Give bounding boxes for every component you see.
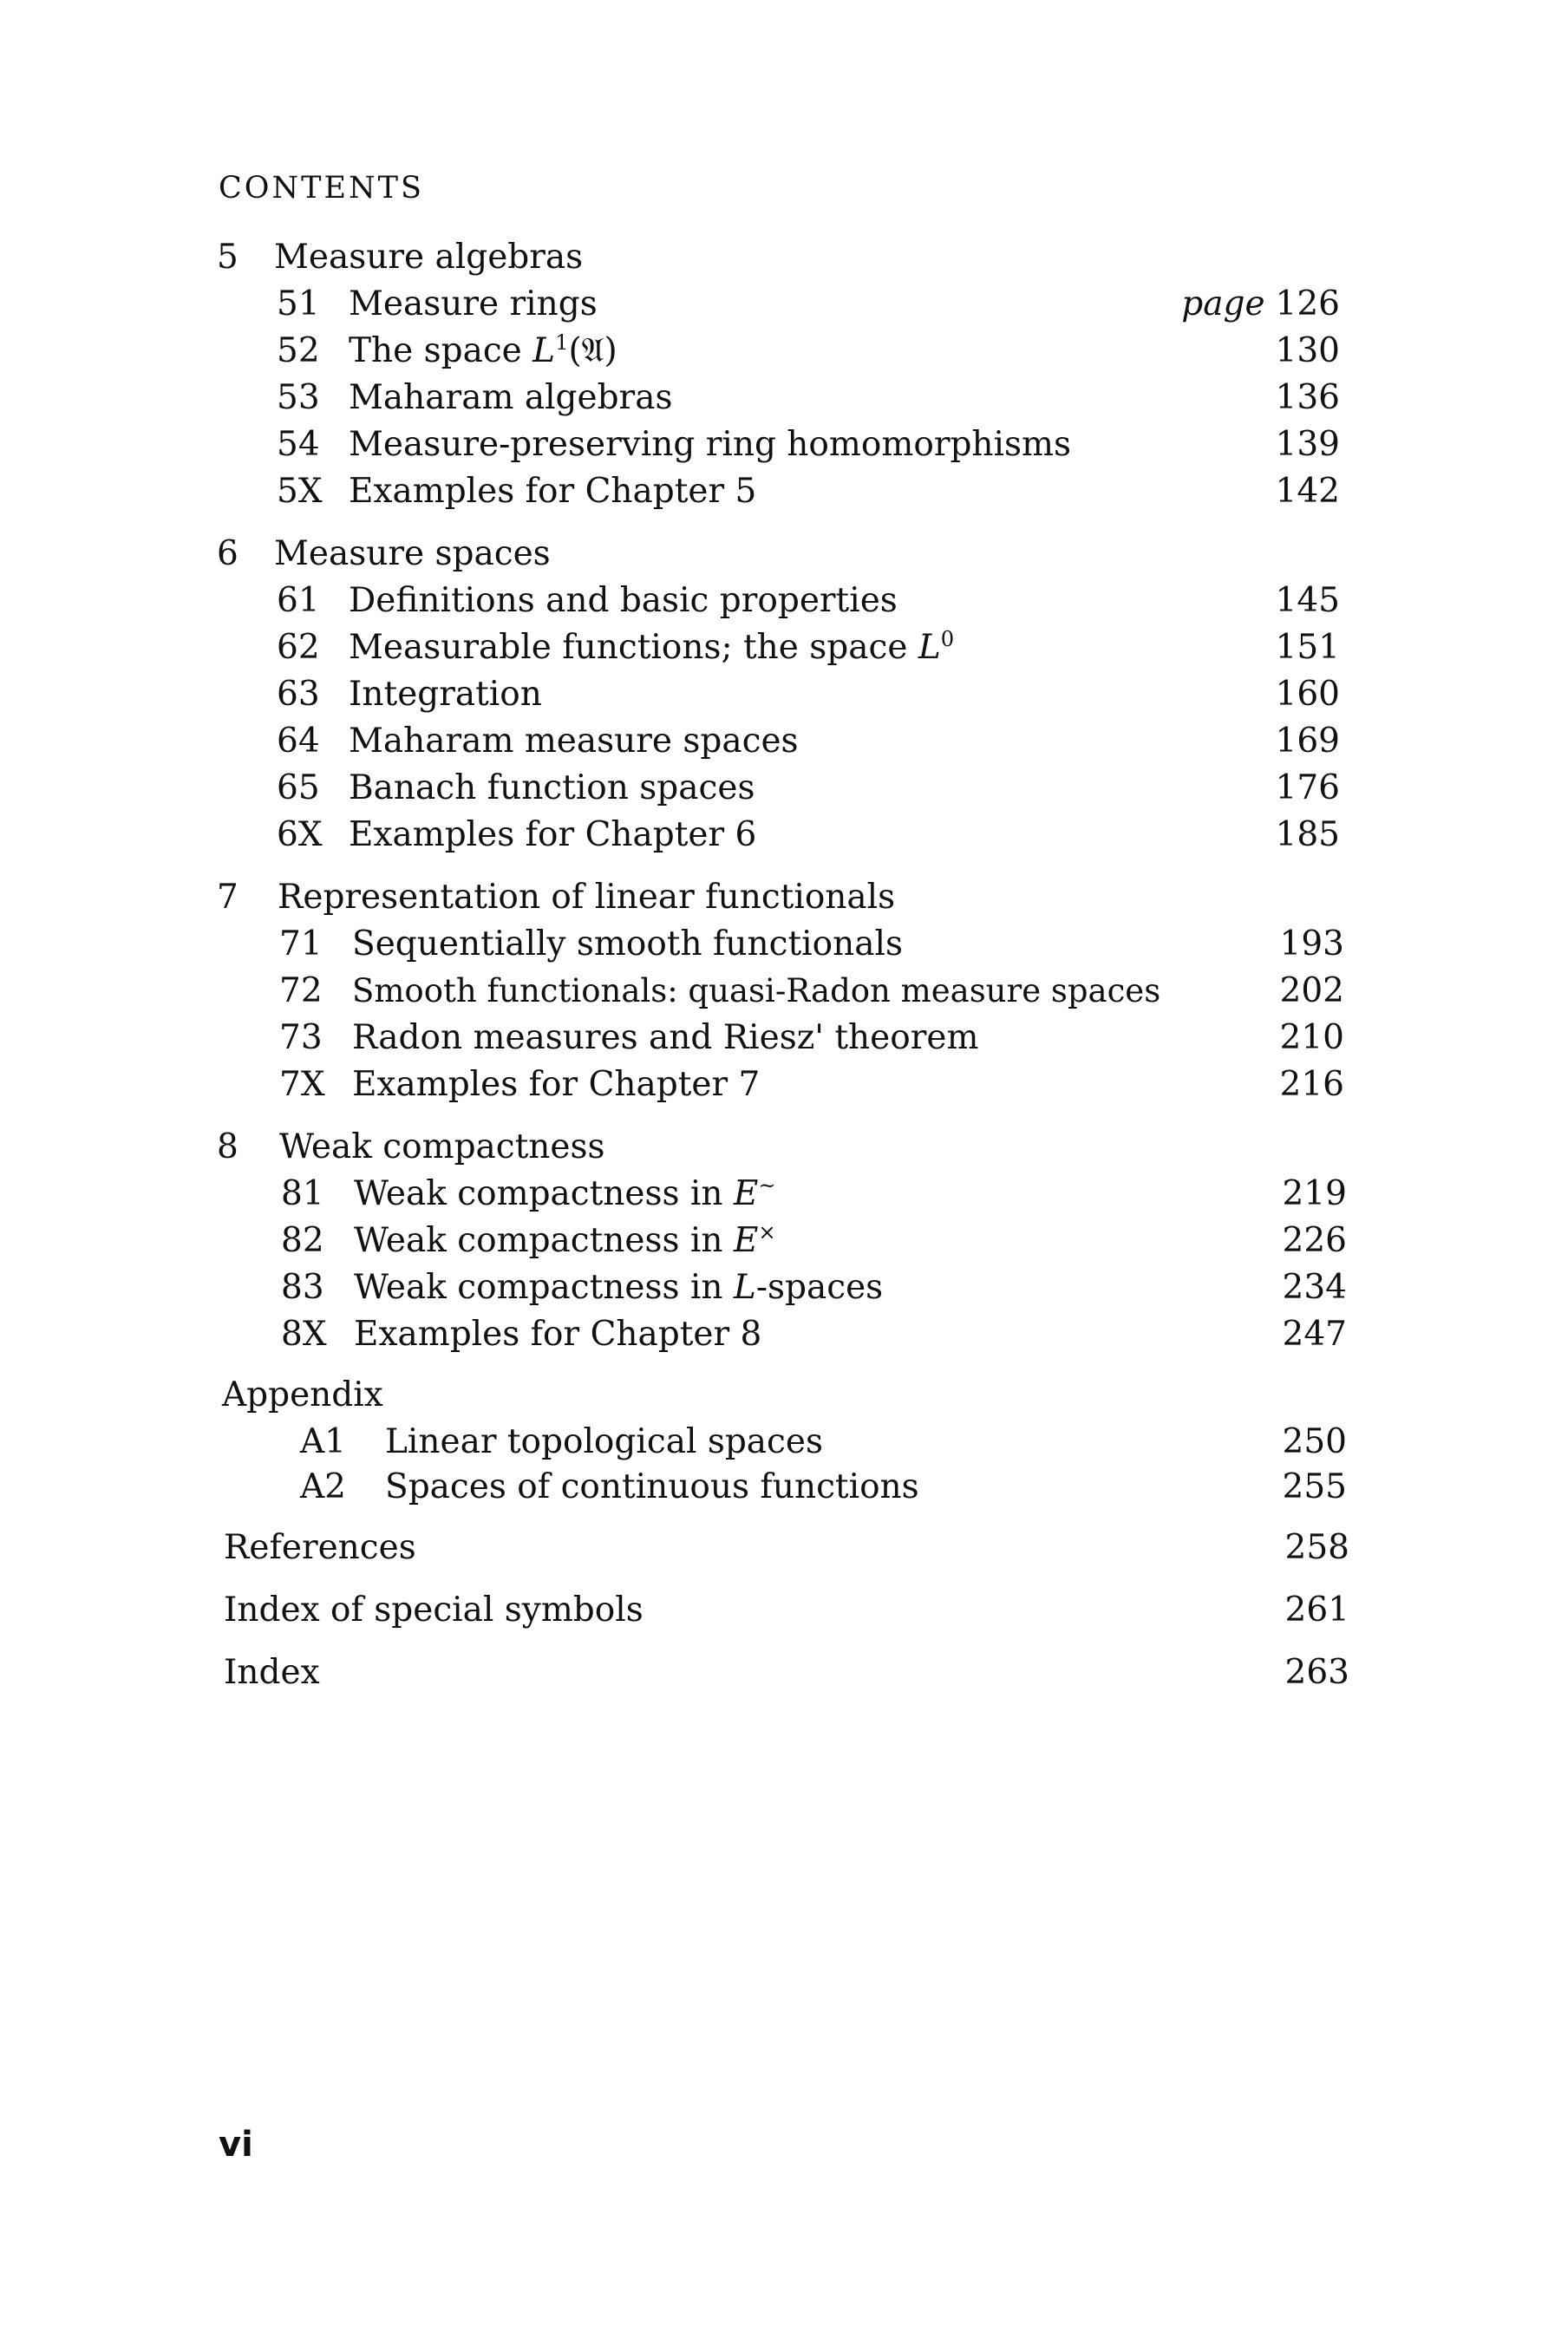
section-number: 53 xyxy=(277,378,320,417)
page-number: 226 xyxy=(1282,1221,1347,1260)
toc-entry-a2[interactable] xyxy=(0,1466,1347,1509)
page-number: 176 xyxy=(1275,768,1340,807)
chapter-number: 8 xyxy=(217,1127,238,1166)
page-number: 160 xyxy=(1275,675,1340,714)
toc-entry-73[interactable] xyxy=(0,1016,1344,1060)
page-number: 151 xyxy=(1275,628,1340,667)
page-number: 261 xyxy=(1284,1591,1349,1630)
section-title: The space $L^1(𝔄)$ xyxy=(349,330,617,370)
chapter-heading-6[interactable] xyxy=(0,532,1340,576)
toc-entry-81[interactable] xyxy=(0,1172,1347,1216)
page-number: 193 xyxy=(1279,924,1344,963)
section-title: Examples for Chapter 8 xyxy=(354,1315,762,1354)
page-number: 142 xyxy=(1275,472,1340,511)
chapter-number: 7 xyxy=(217,878,238,917)
page-number: 255 xyxy=(1282,1467,1347,1506)
page-number: 136 xyxy=(1275,378,1340,417)
entry-title: Index xyxy=(224,1653,320,1692)
section-title: Examples for Chapter 6 xyxy=(349,815,757,854)
section-title: Measurable functions; the space $L^0$ xyxy=(349,627,955,667)
toc-entry-a1[interactable] xyxy=(0,1421,1347,1464)
toc-entry-63[interactable] xyxy=(0,673,1340,716)
section-number: 63 xyxy=(277,675,320,714)
page-number: 234 xyxy=(1282,1268,1347,1307)
entry-title: Index of special symbols xyxy=(224,1591,644,1630)
section-number: 65 xyxy=(277,768,320,807)
section-number: 51 xyxy=(277,284,320,323)
page-number: 210 xyxy=(1279,1018,1344,1057)
toc-entry-53[interactable] xyxy=(0,376,1340,420)
page-number: page 126 xyxy=(1181,284,1340,323)
section-title: Sequentially smooth functionals xyxy=(352,924,903,963)
toc-entry-61[interactable] xyxy=(0,579,1340,623)
folio-page-number: vi xyxy=(219,2125,253,2165)
toc-entry-5x[interactable] xyxy=(0,470,1340,513)
toc-entry-index[interactable] xyxy=(0,1651,1349,1695)
section-title: Maharam algebras xyxy=(349,378,673,417)
page-label: page xyxy=(1181,284,1265,323)
section-title: Banach function spaces xyxy=(349,768,755,807)
page-number: 250 xyxy=(1282,1422,1347,1461)
section-number: 52 xyxy=(277,331,320,370)
section-number: 54 xyxy=(277,425,320,464)
page-number: 169 xyxy=(1275,722,1340,761)
section-number: 61 xyxy=(277,581,320,620)
section-number: A2 xyxy=(300,1467,346,1506)
section-number: 6X xyxy=(277,815,323,854)
page-number: 219 xyxy=(1282,1174,1347,1213)
toc-entry-52[interactable] xyxy=(0,330,1340,373)
chapter-number: 5 xyxy=(217,238,238,277)
toc-entry-references[interactable] xyxy=(0,1526,1349,1570)
chapter-heading-5[interactable] xyxy=(0,236,1340,279)
toc-entry-71[interactable] xyxy=(0,923,1344,966)
chapter-title: Measure spaces xyxy=(274,534,551,573)
section-title: Examples for Chapter 7 xyxy=(352,1065,761,1104)
page-number: 202 xyxy=(1279,971,1344,1010)
section-number: A1 xyxy=(300,1422,346,1461)
chapter-title: Measure algebras xyxy=(274,238,584,277)
section-title: Weak compactness in E× xyxy=(354,1220,776,1260)
page-number: 263 xyxy=(1284,1653,1349,1692)
section-number: 82 xyxy=(281,1221,324,1260)
page-number: 216 xyxy=(1279,1065,1344,1104)
section-number: 73 xyxy=(279,1018,323,1057)
page-number: 185 xyxy=(1275,815,1340,854)
section-title: Integration xyxy=(349,675,542,714)
section-number: 64 xyxy=(277,722,320,761)
section-title: Smooth functionals: quasi-Radon measure spaces xyxy=(352,972,1161,1009)
section-number: 8X xyxy=(281,1315,327,1354)
section-title: Weak compactness in E~ xyxy=(354,1173,776,1213)
section-title: Measure-preserving ring homomorphisms xyxy=(349,425,1072,464)
chapter-heading-7[interactable] xyxy=(0,876,1344,919)
appendix-title: Appendix xyxy=(222,1375,383,1414)
section-number: 7X xyxy=(279,1065,325,1104)
page-number: 145 xyxy=(1275,581,1340,620)
section-title: Radon measures and Riesz' theorem xyxy=(352,1018,979,1057)
section-number: 71 xyxy=(279,924,323,963)
toc-entry-54[interactable] xyxy=(0,423,1340,467)
page-number: 130 xyxy=(1275,331,1340,370)
section-title: Maharam measure spaces xyxy=(349,722,799,761)
section-number: 72 xyxy=(279,971,323,1010)
toc-entry-7x[interactable] xyxy=(0,1063,1344,1107)
section-title: Measure rings xyxy=(349,284,598,323)
toc-entry-62[interactable] xyxy=(0,626,1340,670)
appendix-heading[interactable] xyxy=(0,1374,1347,1417)
page-number: 139 xyxy=(1275,425,1340,464)
toc-entry-82[interactable] xyxy=(0,1219,1347,1263)
page-heading: CONTENTS xyxy=(219,171,424,206)
toc-entry-83[interactable] xyxy=(0,1266,1347,1310)
toc-entry-6x[interactable] xyxy=(0,813,1340,857)
chapter-title: Representation of linear functionals xyxy=(278,878,896,917)
section-number: 62 xyxy=(277,628,320,667)
chapter-title: Weak compactness xyxy=(279,1127,605,1166)
toc-entry-65[interactable] xyxy=(0,767,1340,810)
entry-title: References xyxy=(224,1528,416,1567)
section-title: Spaces of continuous functions xyxy=(385,1467,919,1506)
section-number: 83 xyxy=(281,1268,324,1307)
section-title: Weak compactness in L-spaces xyxy=(354,1268,884,1307)
toc-entry-51[interactable] xyxy=(0,283,1340,326)
section-number: 81 xyxy=(281,1174,324,1213)
chapter-number: 6 xyxy=(217,534,238,573)
section-number: 5X xyxy=(277,472,323,511)
toc-entry-64[interactable] xyxy=(0,720,1340,763)
chapter-heading-8[interactable] xyxy=(0,1126,1347,1169)
page-number: 247 xyxy=(1282,1315,1347,1354)
page-number: 258 xyxy=(1284,1528,1349,1567)
toc-entry-index-of-symbols[interactable] xyxy=(0,1589,1349,1632)
section-title: Linear topological spaces xyxy=(385,1422,823,1461)
toc-entry-72[interactable] xyxy=(0,970,1344,1013)
toc-entry-8x[interactable] xyxy=(0,1313,1347,1356)
section-title: Examples for Chapter 5 xyxy=(349,472,757,511)
section-title: Definitions and basic properties xyxy=(349,581,898,620)
